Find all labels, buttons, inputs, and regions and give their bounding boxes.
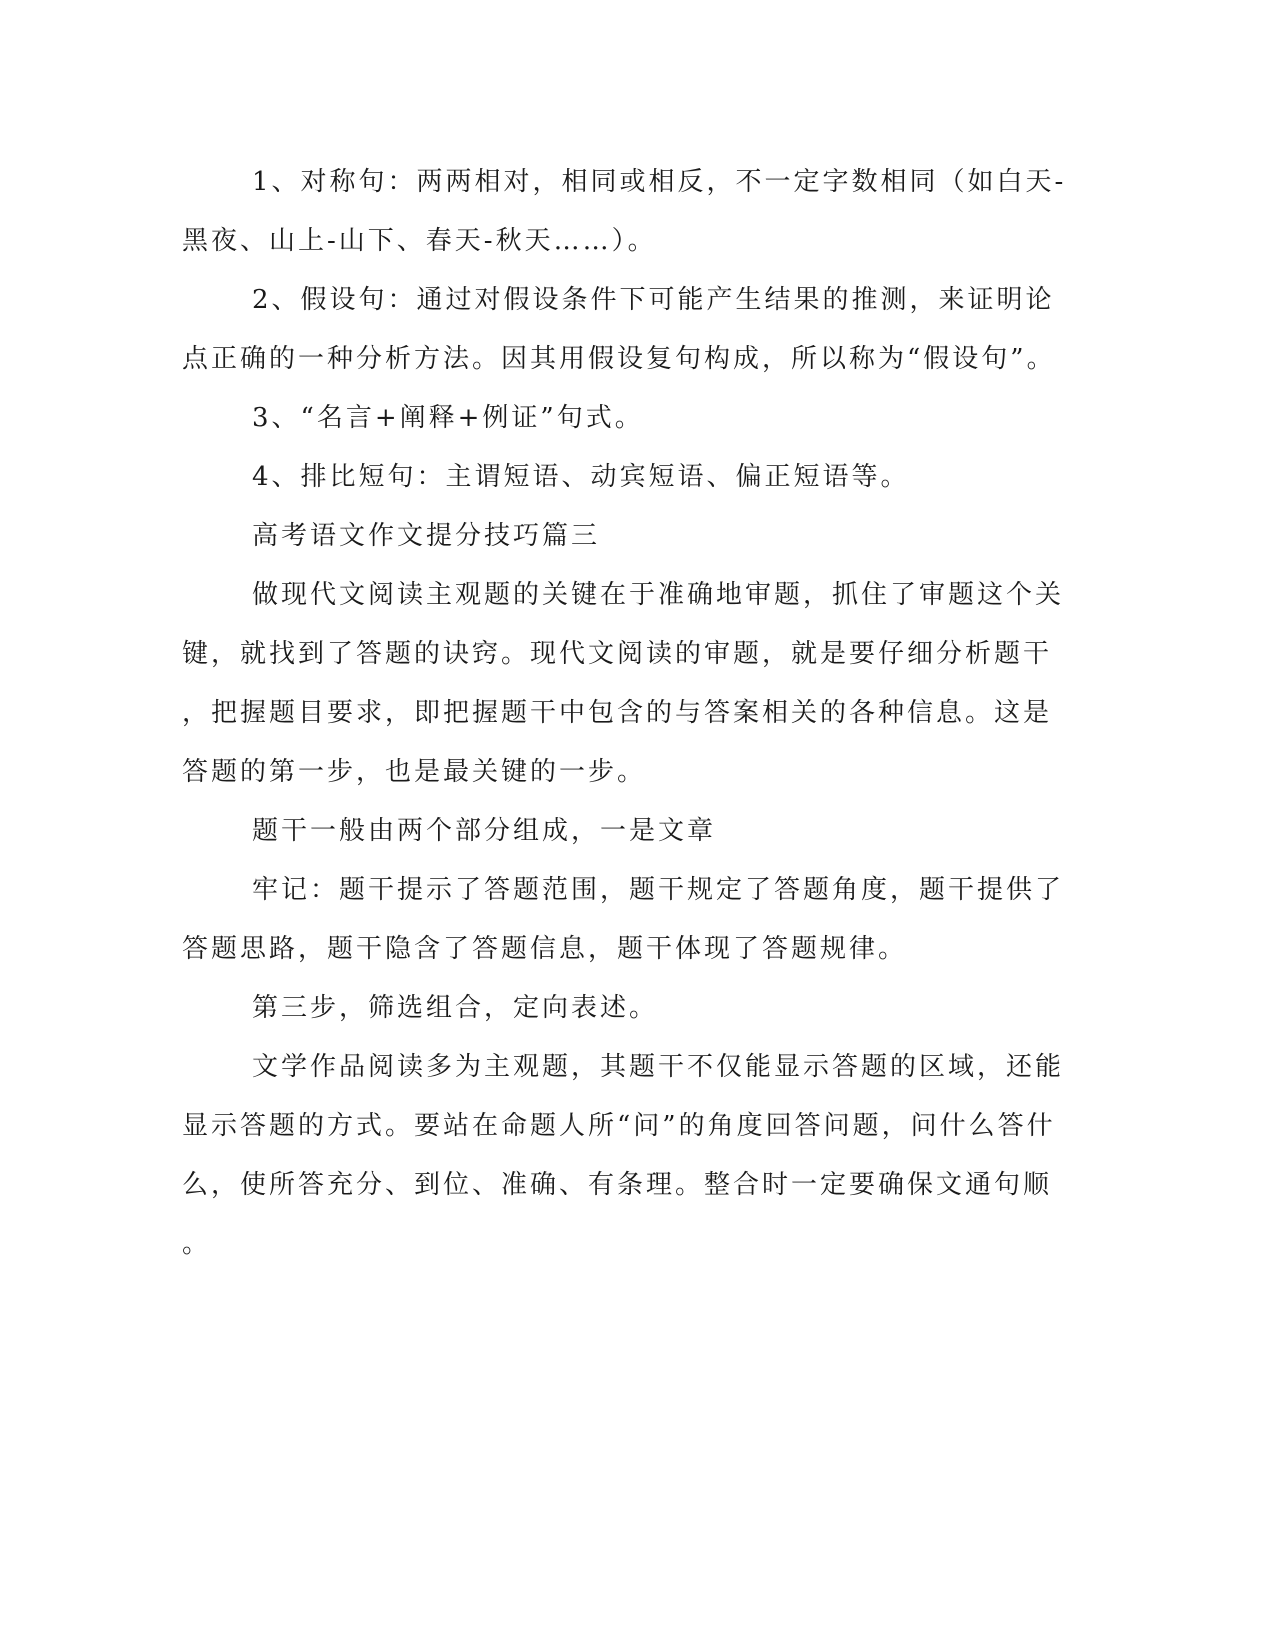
paragraph-6-line-3: ，把握题目要求，即把握题干中包含的与答案相关的各种信息。这是 <box>182 698 1053 728</box>
paragraph-4-line-1: 4、排比短句：主谓短语、动宾短语、偏正短语等。 <box>252 462 910 492</box>
paragraph-6-line-2: 键，就找到了答题的诀窍。现代文阅读的审题，就是要仔细分析题干 <box>182 639 1053 669</box>
paragraph-6-line-4: 答题的第一步，也是最关键的一步。 <box>182 757 647 787</box>
paragraph-6-line-1: 做现代文阅读主观题的关键在于准确地审题，抓住了审题这个关 <box>252 580 1065 610</box>
paragraph-2-line-1: 2、假设句：通过对假设条件下可能产生结果的推测，来证明论 <box>252 285 1055 315</box>
paragraph-2-line-2: 点正确的一种分析方法。因其用假设复句构成，所以称为“假设句”。 <box>182 344 1056 374</box>
paragraph-10-line-1: 文学作品阅读多为主观题，其题干不仅能显示答题的区域，还能 <box>252 1052 1065 1082</box>
paragraph-7-line-1: 题干一般由两个部分组成，一是文章 <box>252 816 717 846</box>
paragraph-9-line-1: 第三步，筛选组合，定向表述。 <box>252 993 659 1023</box>
paragraph-3-line-1: 3、“名言+阐释+例证”句式。 <box>252 403 644 433</box>
paragraph-10-line-3: 么，使所答充分、到位、准确、有条理。整合时一定要确保文通句顺 <box>182 1170 1053 1200</box>
paragraph-10-line-2: 显示答题的方式。要站在命题人所“问”的角度回答问题，问什么答什 <box>182 1111 1056 1141</box>
paragraph-8-line-1: 牢记：题干提示了答题范围，题干规定了答题角度，题干提供了 <box>252 875 1065 905</box>
section-heading: 高考语文作文提分技巧篇三 <box>252 521 601 551</box>
paragraph-8-line-2: 答题思路，题干隐含了答题信息，题干体现了答题规律。 <box>182 934 908 964</box>
paragraph-10-line-4: 。 <box>182 1229 212 1259</box>
paragraph-1-line-1: 1、对称句：两两相对，相同或相反，不一定字数相同（如白天- <box>252 167 1067 197</box>
paragraph-1-line-2: 黑夜、山上-山下、春天-秋天……）。 <box>182 226 657 256</box>
